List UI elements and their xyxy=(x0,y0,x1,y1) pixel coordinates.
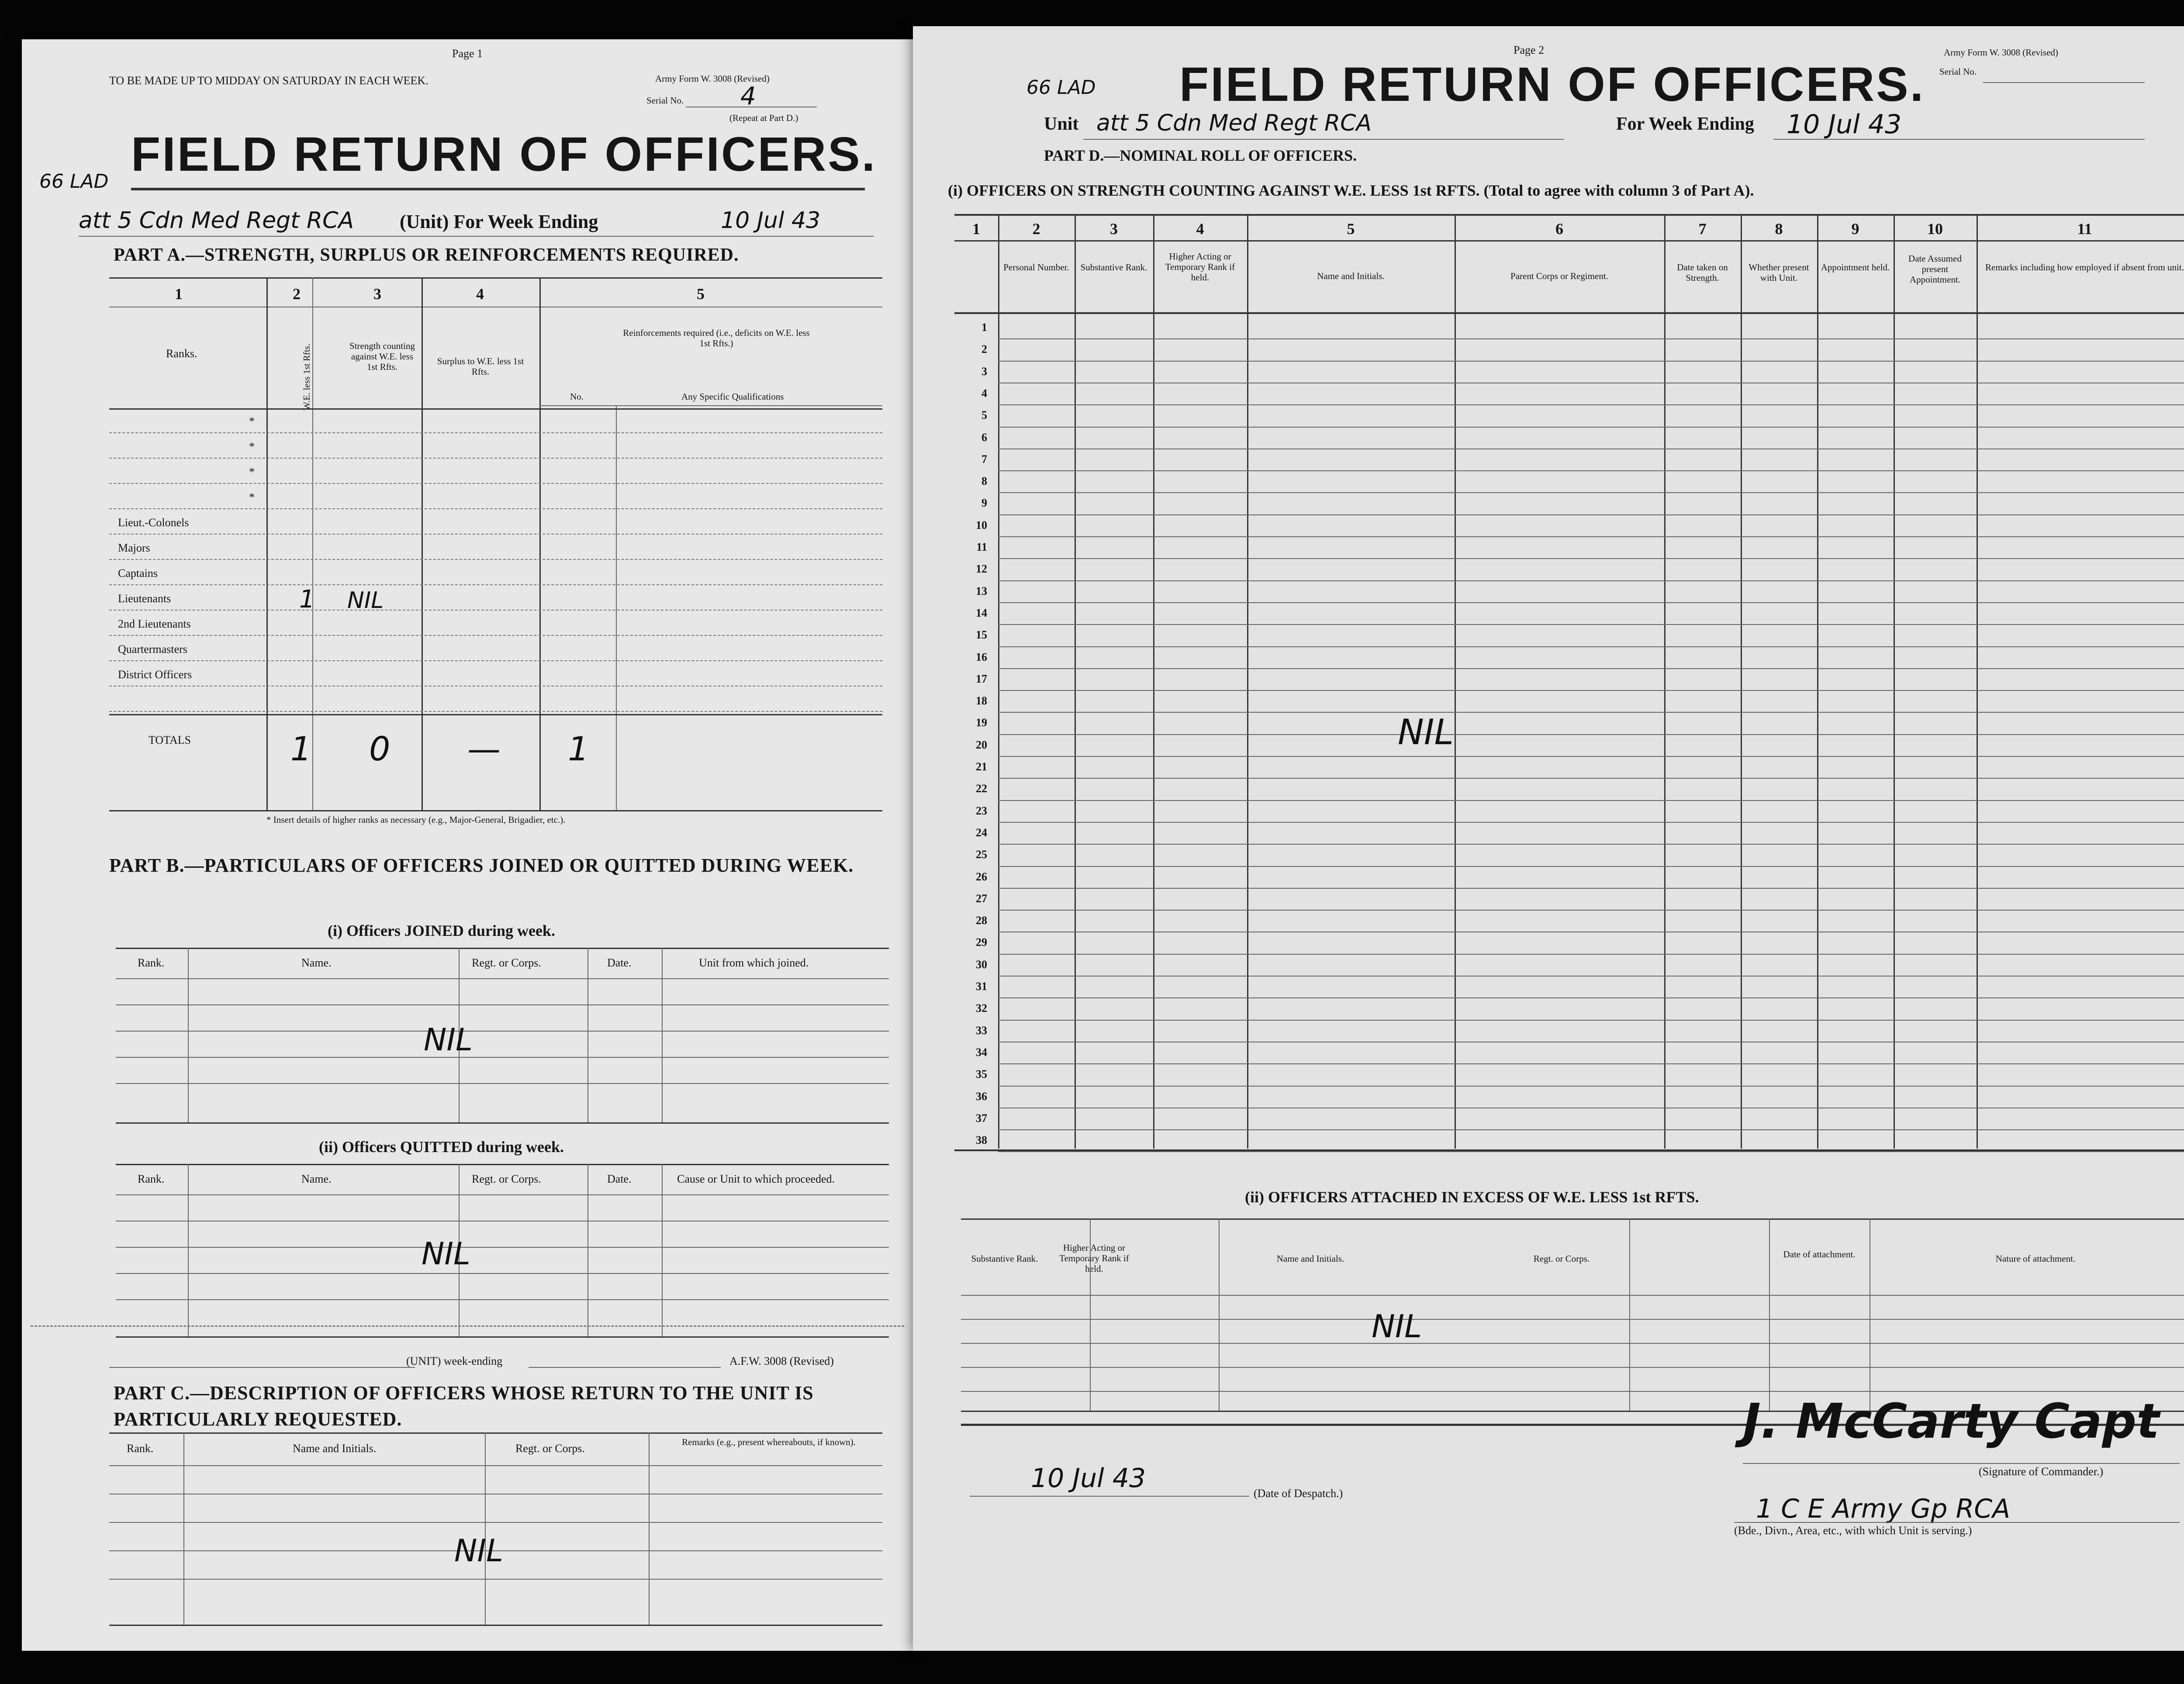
col-date-taken: Date taken on Strength. xyxy=(1677,262,1728,283)
col-number: 9 xyxy=(1851,220,1859,238)
roll-row-number: 18 xyxy=(976,694,987,707)
unit-handwritten: att 5 Cdn Med Regt RCA xyxy=(1096,110,1372,136)
page-1 xyxy=(22,39,913,1651)
formation-label: (Bde., Divn., Area, etc., with which Unit is serving.) xyxy=(1734,1524,1972,1537)
col-remarks: Remarks including how employed if absent from unit. xyxy=(1985,262,2184,273)
roll-row-number: 21 xyxy=(976,760,987,773)
col-number: 3 xyxy=(373,285,381,303)
roll-row-line xyxy=(998,427,2184,428)
totals-reinforcements: 1 xyxy=(568,729,589,768)
part-a-heading: PART A.—STRENGTH, SURPLUS OR REINFORCEMENTS REQUIRED. xyxy=(114,245,739,265)
col-number: 2 xyxy=(1032,220,1040,238)
col-date-assumed: Date Assumed present Appointment. xyxy=(1908,253,1962,285)
grid-column-line xyxy=(1664,214,1666,1149)
roll-row-line xyxy=(998,624,2184,625)
col-number: 1 xyxy=(972,220,980,238)
rank-row-line xyxy=(109,711,882,712)
week-label: For Week Ending xyxy=(1616,114,1754,134)
ii-col: Higher Acting or Temporary Rank if held. xyxy=(1059,1242,1129,1274)
roll-row-number: 32 xyxy=(976,1002,987,1015)
roll-row-number: 11 xyxy=(976,541,987,553)
col-number: 4 xyxy=(476,285,484,303)
rank-row-line xyxy=(109,610,882,611)
joined-heading: (i) Officers JOINED during week. xyxy=(328,922,555,939)
roll-row-line xyxy=(998,1020,2184,1021)
roll-row-number: 30 xyxy=(976,958,987,971)
roll-row-number: 3 xyxy=(981,365,987,378)
col-present-with-unit: Whether present with Unit. xyxy=(1749,262,1809,283)
margin-note: 66 LAD xyxy=(39,170,109,193)
rank-row-label: Majors xyxy=(118,542,150,554)
rank-row-label: District Officers xyxy=(118,668,192,681)
part-c-entry: NIL xyxy=(454,1533,504,1569)
roll-row-line xyxy=(998,558,2184,559)
ii-col: Date of attachment. xyxy=(1783,1249,1856,1260)
part-d-sub-ii: (ii) OFFICERS ATTACHED IN EXCESS OF W.E. LESS 1st RFTS. xyxy=(1245,1188,1699,1206)
col-number: 1 xyxy=(175,285,183,303)
roll-row-number: 8 xyxy=(981,475,987,488)
grid-column-line xyxy=(1817,214,1818,1149)
joined-col: Unit from which joined. xyxy=(699,956,809,969)
form-title: FIELD RETURN OF OFFICERS. xyxy=(1179,58,1925,111)
part-d-heading: PART D.—NOMINAL ROLL OF OFFICERS. xyxy=(1044,147,1357,164)
roll-row-line xyxy=(998,1063,2184,1064)
roll-row-number: 28 xyxy=(976,914,987,927)
roll-row-line xyxy=(998,976,2184,977)
roll-row-number: 14 xyxy=(976,606,987,619)
rank-row-label: Lieut.-Colonels xyxy=(118,516,189,529)
ii-col: Nature of attachment. xyxy=(1995,1253,2076,1264)
roll-row-line xyxy=(998,997,2184,998)
roll-row-number: 16 xyxy=(976,650,987,663)
quitted-heading: (ii) Officers QUITTED during week. xyxy=(319,1138,564,1156)
serial-label: Serial No. xyxy=(646,95,684,106)
col-higher-rank: Higher Acting or Temporary Rank if held. xyxy=(1165,251,1235,283)
col-number: 5 xyxy=(1347,220,1355,238)
quitted-col: Name. xyxy=(301,1173,332,1185)
roll-row-line xyxy=(998,910,2184,911)
lieutenants-we: 1 xyxy=(299,585,315,614)
col-number: 4 xyxy=(1196,220,1204,238)
roll-row-number: 13 xyxy=(976,584,987,597)
roll-row-line xyxy=(998,361,2184,362)
col-number: 7 xyxy=(1698,220,1707,238)
grid-column-line xyxy=(1153,214,1154,1149)
roll-row-number: 19 xyxy=(976,716,987,729)
roll-row-number: 27 xyxy=(976,892,987,905)
form-number: Army Form W. 3008 (Revised) xyxy=(655,73,770,84)
roll-row-line xyxy=(998,888,2184,889)
rank-row-line xyxy=(109,559,882,560)
rank-row-line xyxy=(109,432,882,433)
col-number: 6 xyxy=(1555,220,1563,238)
grid-column-line xyxy=(1741,214,1742,1149)
part-c-heading: PART C.—DESCRIPTION OF OFFICERS WHOSE RETURN TO THE UNIT IS PARTICULARLY REQUESTED. xyxy=(114,1382,814,1430)
roll-row-line xyxy=(998,712,2184,713)
roll-row-line xyxy=(998,580,2184,581)
roll-row-line xyxy=(998,646,2184,647)
despatch-label: (Date of Despatch.) xyxy=(1254,1487,1343,1500)
roll-row-number: 34 xyxy=(976,1046,987,1059)
unit-handwritten: att 5 Cdn Med Regt RCA xyxy=(79,207,354,234)
roll-row-line xyxy=(998,668,2184,669)
page-1-label: Page 1 xyxy=(452,47,483,60)
rank-row-line xyxy=(109,458,882,459)
roll-row-line xyxy=(998,866,2184,867)
despatch-date: 10 Jul 43 xyxy=(1031,1463,1146,1494)
col-number: 3 xyxy=(1110,220,1118,238)
page-2-label: Page 2 xyxy=(1514,44,1545,56)
rank-row-line xyxy=(109,483,882,484)
rank-row-line xyxy=(109,534,882,535)
col-surplus-header: Surplus to W.E. less 1st Rfts. xyxy=(437,356,524,377)
ii-col: Regt. or Corps. xyxy=(1533,1253,1590,1264)
roll-row-line xyxy=(998,514,2184,515)
col-number: 10 xyxy=(1927,220,1943,238)
totals-strength: 0 xyxy=(369,729,390,768)
col-we-header: W.E. less 1st Rfts. xyxy=(301,343,312,411)
part-c-col: Name and Initials. xyxy=(293,1442,377,1455)
formation-handwritten: 1 C E Army Gp RCA xyxy=(1756,1494,2011,1524)
col-strength-header: Strength counting against W.E. less 1st Rfts. xyxy=(349,341,415,373)
col-number: 5 xyxy=(697,285,705,303)
roll-row-number: 9 xyxy=(981,497,987,510)
quitted-col: Regt. or Corps. xyxy=(472,1173,541,1185)
ii-col: Substantive Rank. xyxy=(971,1253,1038,1264)
part-d-sub-i: (i) OFFICERS ON STRENGTH COUNTING AGAINST W.E. LESS 1st RFTS. (Total to agree with column 3 of Part A). xyxy=(948,182,1754,199)
unit-label: (Unit) For Week Ending xyxy=(400,211,598,232)
roll-row-number: 22 xyxy=(976,782,987,795)
roll-row-line xyxy=(998,536,2184,537)
grid-column-line xyxy=(998,214,999,1149)
rank-row-line xyxy=(109,584,882,585)
part-c-col: Remarks (e.g., present whereabouts, if known). xyxy=(682,1437,856,1447)
col-qualifications-header: Any Specific Qualifications xyxy=(681,391,784,402)
signature-label: (Signature of Commander.) xyxy=(1979,1465,2104,1478)
grid-column-line xyxy=(1455,214,1456,1149)
rank-row-label: * xyxy=(249,440,255,453)
unit-label: Unit xyxy=(1044,114,1079,134)
grid-column-line xyxy=(1977,214,1978,1149)
roll-row-number: 23 xyxy=(976,804,987,817)
roll-row-line xyxy=(998,690,2184,691)
col-number: 11 xyxy=(2077,220,2092,238)
part-a-footnote: * Insert details of higher ranks as necessary (e.g., Major-General, Brigadier, etc.). xyxy=(266,814,566,825)
totals-we: 1 xyxy=(290,729,312,768)
quitted-col: Rank. xyxy=(138,1173,165,1185)
roll-row-line xyxy=(998,800,2184,801)
roll-row-line xyxy=(998,822,2184,823)
roll-row-line xyxy=(998,734,2184,735)
part-c-col: Rank. xyxy=(127,1442,154,1455)
grid-column-line xyxy=(1247,214,1248,1149)
margin-note: 66 LAD xyxy=(1026,76,1096,99)
col-ranks-header: Ranks. xyxy=(166,347,197,360)
roll-row-line xyxy=(998,492,2184,493)
roll-row-number: 4 xyxy=(981,386,987,400)
rank-row-label: Captains xyxy=(118,567,158,580)
rank-row-label: * xyxy=(249,491,255,504)
quitted-entry: NIL xyxy=(422,1236,471,1272)
form-number: Army Form W. 3008 (Revised) xyxy=(1944,47,2058,58)
totals-label: TOTALS xyxy=(149,734,191,746)
grid-column-line xyxy=(1075,214,1076,1149)
roll-row-number: 12 xyxy=(976,562,987,576)
ii-col: Name and Initials. xyxy=(1276,1253,1344,1264)
roll-row-line xyxy=(998,954,2184,955)
roll-row-line xyxy=(998,1129,2184,1130)
col-no-header: No. xyxy=(570,391,584,402)
roll-row-line xyxy=(998,1151,2184,1152)
roll-row-number: 10 xyxy=(976,518,987,531)
rank-row-label: Lieutenants xyxy=(118,592,171,605)
rank-row-label: 2nd Lieutenants xyxy=(118,618,191,630)
roll-row-number: 26 xyxy=(976,870,987,883)
col-parent-corps: Parent Corps or Regiment. xyxy=(1510,271,1608,281)
rank-row-line xyxy=(109,686,882,687)
roll-row-number: 7 xyxy=(981,452,987,466)
roll-row-number: 6 xyxy=(981,431,987,444)
attached-entry: NIL xyxy=(1372,1308,1422,1345)
roll-row-line xyxy=(998,602,2184,603)
part-b-heading: PART B.—PARTICULARS OF OFFICERS JOINED OR QUITTED DURING WEEK. xyxy=(109,855,854,876)
instruction-text: TO BE MADE UP TO MIDDAY ON SATURDAY IN EACH WEEK. xyxy=(109,74,429,87)
tear-form-label: A.F.W. 3008 (Revised) xyxy=(729,1355,834,1367)
roll-row-number: 24 xyxy=(976,826,987,839)
roll-row-number: 29 xyxy=(976,936,987,949)
col-name-initials: Name and Initials. xyxy=(1317,271,1385,281)
roll-row-line xyxy=(998,470,2184,471)
roll-row-line xyxy=(998,404,2184,405)
part-c-col: Regt. or Corps. xyxy=(515,1442,585,1455)
roll-row-number: 25 xyxy=(976,848,987,861)
totals-surplus: — xyxy=(467,729,501,768)
joined-col: Date. xyxy=(607,956,632,969)
rank-row-label: * xyxy=(249,415,255,428)
joined-col: Regt. or Corps. xyxy=(472,956,541,969)
commander-signature: J. McCarty Capt xyxy=(1743,1393,2160,1449)
joined-col: Rank. xyxy=(138,956,165,969)
nominal-roll-entry: NIL xyxy=(1398,712,1454,752)
roll-row-number: 5 xyxy=(981,409,987,422)
col-number: 2 xyxy=(293,285,301,303)
serial-label: Serial No. xyxy=(1939,66,1977,77)
joined-entry: NIL xyxy=(424,1022,473,1058)
joined-col: Name. xyxy=(301,956,332,969)
roll-row-number: 1 xyxy=(981,321,987,334)
roll-row-number: 37 xyxy=(976,1111,987,1125)
roll-row-number: 38 xyxy=(976,1134,987,1147)
col-appointment: Appointment held. xyxy=(1821,262,1890,273)
grid-column-line xyxy=(1894,214,1895,1149)
col-personal-number: Personal Number. xyxy=(1003,262,1069,273)
roll-row-number: 17 xyxy=(976,672,987,685)
page-2 xyxy=(913,26,2184,1651)
roll-row-number: 2 xyxy=(981,343,987,356)
tear-unit-label: (UNIT) week-ending xyxy=(406,1355,503,1367)
roll-row-number: 20 xyxy=(976,738,987,751)
quitted-col: Cause or Unit to which proceeded. xyxy=(677,1173,835,1185)
col-reinforcements-header: Reinforcements required (i.e., deficits on W.E. less 1st Rfts.) xyxy=(623,328,810,349)
form-title: FIELD RETURN OF OFFICERS. xyxy=(131,128,877,181)
roll-row-number: 15 xyxy=(976,628,987,642)
col-number: 8 xyxy=(1775,220,1783,238)
rank-row-line xyxy=(109,660,882,661)
rank-row-line xyxy=(109,635,882,636)
col-substantive-rank: Substantive Rank. xyxy=(1080,262,1147,273)
quitted-col: Date. xyxy=(607,1173,632,1185)
roll-row-line xyxy=(998,844,2184,845)
roll-row-line xyxy=(998,338,2184,339)
rank-row-label: Quartermasters xyxy=(118,643,187,656)
roll-row-line xyxy=(998,756,2184,757)
roll-row-line xyxy=(998,1086,2184,1087)
roll-row-line xyxy=(998,778,2184,779)
roll-row-number: 31 xyxy=(976,980,987,993)
lieutenants-strength: NIL xyxy=(347,587,384,614)
roll-row-number: 36 xyxy=(976,1090,987,1103)
serial-note: (Repeat at Part D.) xyxy=(729,113,798,123)
week-ending-value: 10 Jul 43 xyxy=(721,207,821,234)
rank-row-label: * xyxy=(249,466,255,478)
roll-bottom-line xyxy=(954,1149,2184,1151)
roll-row-number: 35 xyxy=(976,1068,987,1081)
roll-row-number: 33 xyxy=(976,1024,987,1037)
rank-row-line xyxy=(109,508,882,509)
week-ending-value: 10 Jul 43 xyxy=(1787,109,1902,140)
serial-value: 4 xyxy=(740,82,756,110)
